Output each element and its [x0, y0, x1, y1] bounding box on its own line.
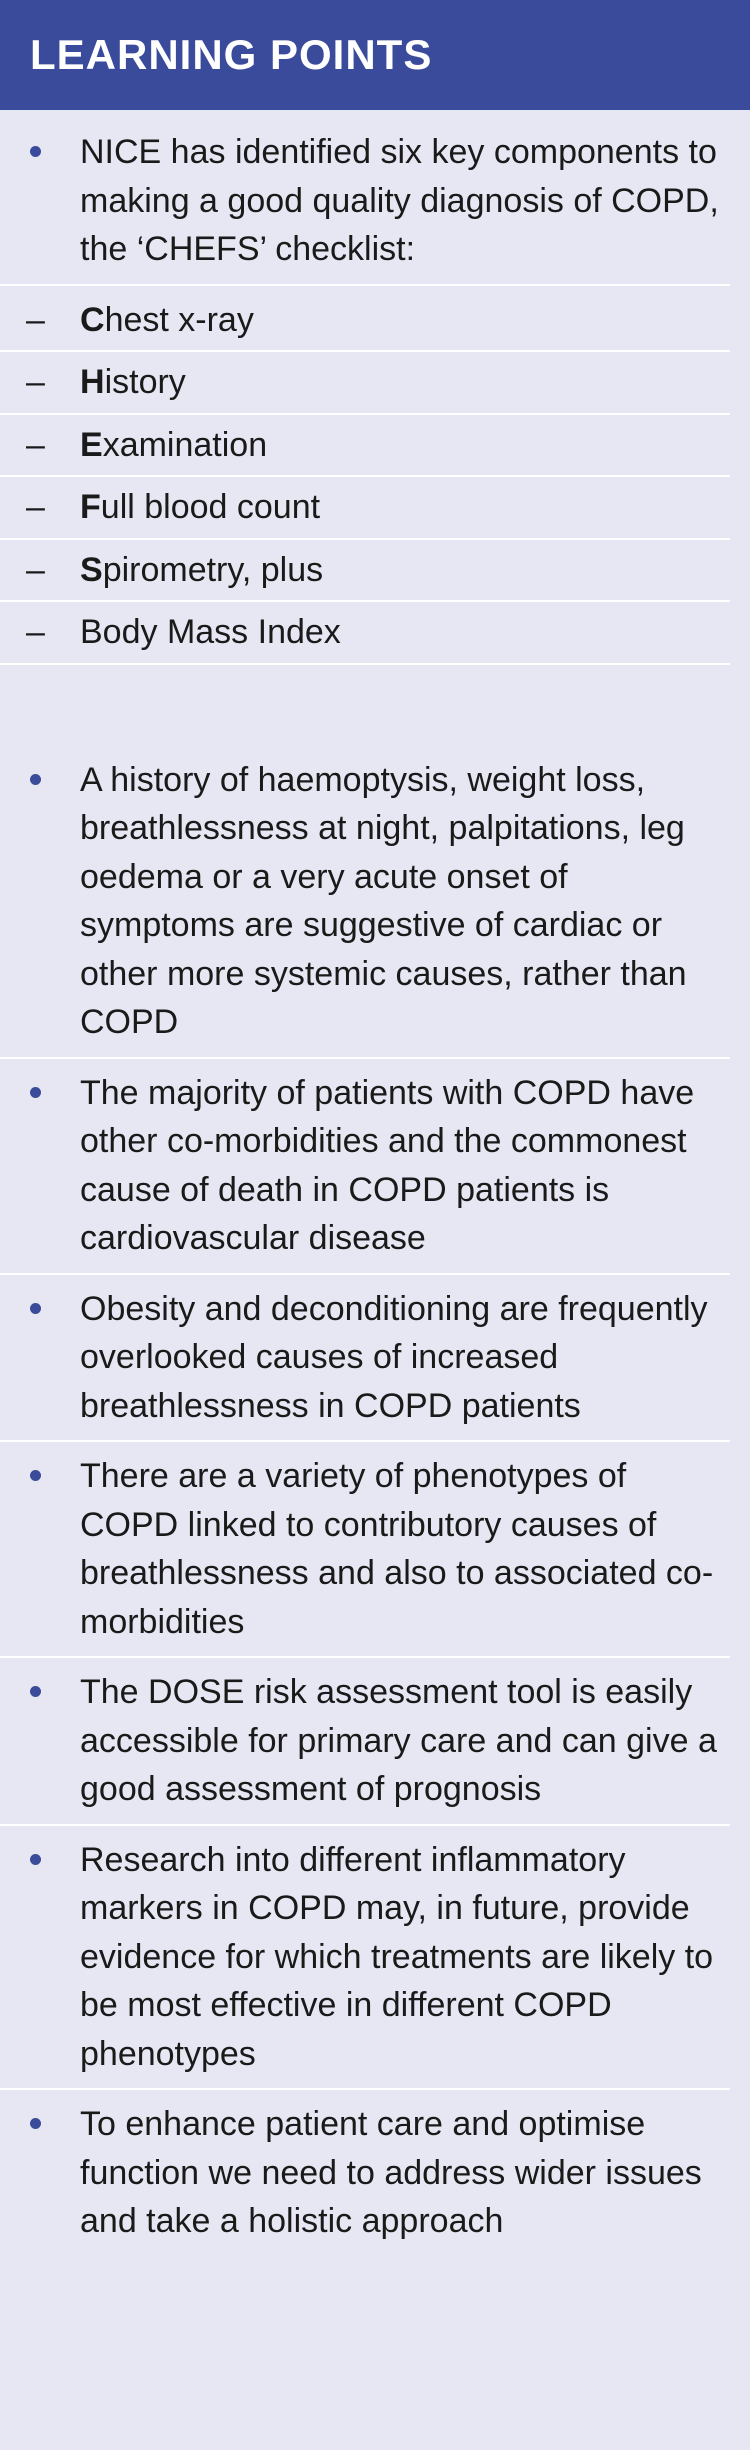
checklist-item-chest-xray [0, 296, 730, 353]
point-text: The majority of patients with COPD have other co-morbidities and the commonest cause of death in COPD patients is cardiovascular disease [80, 1073, 695, 1257]
point-text: There are a variety of phenotypes of COPD linked to contributory causes of breathlessness and also to associated co-morbidities [80, 1457, 714, 1641]
bullet-icon [30, 1470, 41, 1481]
dash-icon: – [26, 613, 45, 651]
dash-icon: – [26, 425, 45, 464]
header-title: LEARNING POINTS [30, 31, 433, 78]
checklist-item-full-blood-count [0, 483, 730, 540]
checklist-lead-letter: S [80, 550, 103, 589]
section-spacer [0, 671, 730, 756]
learning-points-header [0, 0, 750, 110]
point-text: A history of haemoptysis, weight loss, breathlessness at night, palpitations, leg oedema or a very acute onset of symptoms are suggestive of cardiac or other more systemic causes, rather than COPD [80, 760, 687, 1041]
list-item-phenotypes [0, 1452, 730, 1658]
list-item-dose-tool [0, 1668, 730, 1826]
checklist-label: hest x-ray [104, 300, 254, 339]
checklist-item-examination [0, 421, 730, 478]
dash-icon: – [26, 300, 45, 339]
dash-icon: – [26, 488, 45, 526]
bullet-icon [30, 1087, 41, 1098]
list-item-obesity [0, 1285, 730, 1443]
bullet-icon [30, 2118, 41, 2129]
checklist-lead-letter: F [80, 488, 101, 526]
point-text: Research into different inflammatory markers in COPD may, in future, provide evidence for which treatments are likely to be most effective in different COPD phenotypes [80, 1840, 714, 2073]
checklist-label: pirometry, plus [102, 550, 324, 589]
dash-icon: – [26, 363, 45, 401]
checklist-item-body-mass-index [0, 608, 730, 665]
checklist-label: Body Mass Index [80, 613, 341, 651]
bullet-icon [30, 1303, 41, 1314]
list-item-intro [0, 128, 730, 286]
list-item-holistic-approach [0, 2100, 730, 2256]
checklist-label: ull blood count [100, 488, 321, 526]
checklist-lead-letter: H [80, 363, 105, 401]
intro-text: NICE has identified six key components to making a good quality diagnosis of COPD, the ‘CHEFS’ checklist: [80, 133, 719, 268]
point-text: To enhance patient care and optimise function we need to address wider issues and take a holistic approach [80, 2105, 702, 2240]
bullet-icon [30, 1686, 41, 1697]
list-item-comorbidities [0, 1069, 730, 1275]
checklist-lead-letter: E [80, 425, 103, 464]
checklist-item-spirometry [0, 546, 730, 603]
point-text: Obesity and deconditioning are frequently overlooked causes of increased breathlessness in COPD patients [80, 1289, 708, 1425]
checklist-label: istory [104, 363, 186, 401]
bullet-icon [30, 146, 41, 157]
checklist-lead-letter: C [80, 300, 105, 339]
learning-points-list [0, 128, 750, 2266]
list-item-haemoptysis [0, 756, 730, 1059]
checklist-item-history [0, 358, 730, 415]
bullet-icon [30, 1854, 41, 1865]
list-item-inflammatory-markers [0, 1836, 730, 2091]
dash-icon: – [26, 550, 45, 589]
bullet-icon [30, 774, 41, 785]
point-text: The DOSE risk assessment tool is easily accessible for primary care and can give a good assessment of prognosis [80, 1673, 717, 1808]
checklist-label: xamination [102, 425, 268, 464]
